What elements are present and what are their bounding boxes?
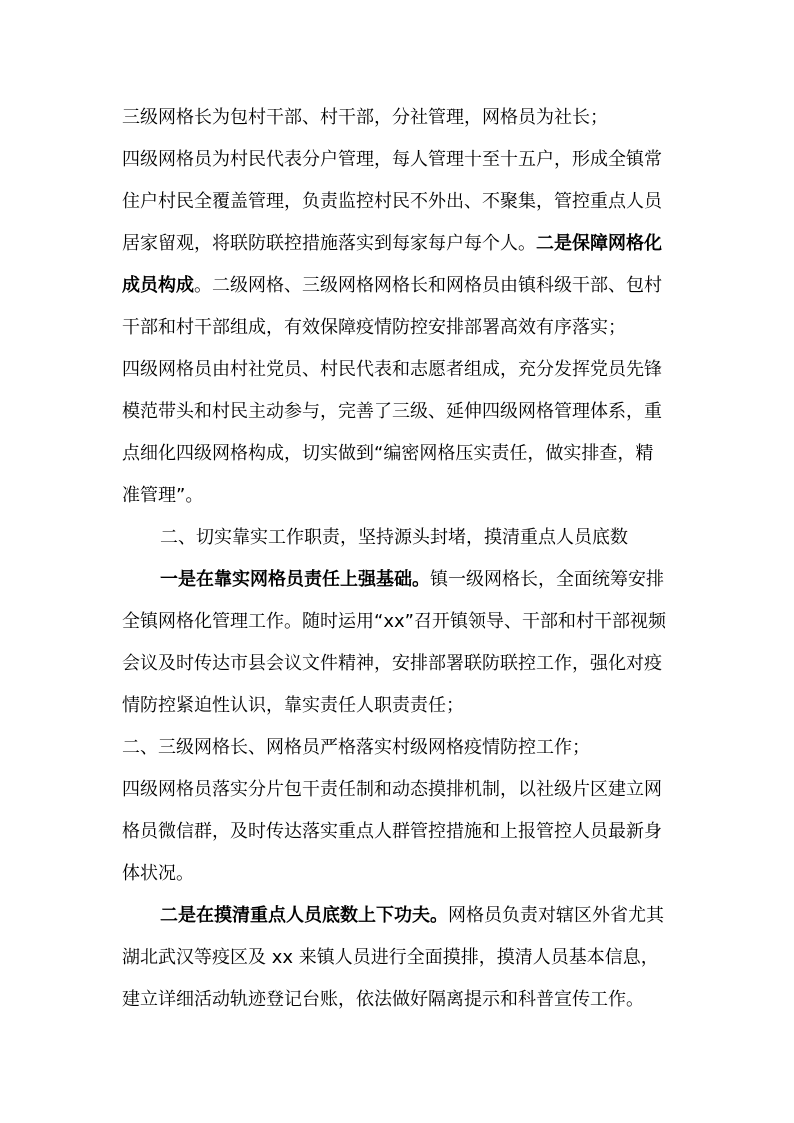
paragraph-line <box>160 904 664 928</box>
paragraph-line: 干部和村干部组成，有效保障疫情防控安排部署高效有序落实； <box>122 317 626 338</box>
paragraph-line: 会议及时传达市县会议文件精神，安排部署联防联控工作，强化对疫 <box>122 653 662 674</box>
section-heading: 二、切实靠实工作职责，坚持源头封堵，摸清重点人员底数 <box>160 527 628 548</box>
bold-lead-phrase: 二是在摸清重点人员底数上下功夫。 <box>160 905 448 926</box>
paragraph-line: 全镇网格化管理工作。随时运用“xx”召开镇领导、干部和村干部视频 <box>122 611 666 632</box>
paragraph-line: 格员微信群，及时传达落实重点人群管控措施和上报管控人员最新身 <box>122 821 662 842</box>
paragraph-line: 体状况。 <box>122 863 194 884</box>
paragraph-line: 二、三级网格长、网格员严格落实村级网格疫情防控工作； <box>122 737 590 758</box>
paragraph-text: 居家留观，将联防联控措施落实到每家每户每个人。 <box>122 233 536 254</box>
paragraph-line: 三级网格长为包村干部、村干部，分社管理，网格员为社长； <box>122 107 608 128</box>
bold-lead-phrase: 二是保障网格化 <box>536 233 662 254</box>
paragraph-line <box>122 232 662 256</box>
paragraph-text: 镇一级网格长，全面统筹安排 <box>430 569 664 590</box>
paragraph-line: 点细化四级网格构成，切实做到“编密网格压实责任，做实排查，精 <box>122 443 654 464</box>
paragraph-text: 。二级网格、三级网格网格长和网格员由镇科级干部、包村 <box>194 275 662 296</box>
paragraph-line: 准管理”。 <box>122 485 204 506</box>
paragraph-line: 四级网格员落实分片包干责任制和动态摸排机制，以社级片区建立网 <box>122 779 662 800</box>
paragraph-line: 情防控紧迫性认识，靠实责任人职责责任； <box>122 695 464 716</box>
paragraph-line: 住户村民全覆盖管理，负责监控村民不外出、不聚集，管控重点人员 <box>122 191 662 212</box>
paragraph-line <box>160 568 664 592</box>
paragraph-line: 四级网格员为村民代表分户管理，每人管理十至十五户，形成全镇常 <box>122 149 662 170</box>
bold-lead-phrase: 成员构成 <box>122 275 194 296</box>
paragraph-line <box>122 274 662 298</box>
paragraph-line: 四级网格员由村社党员、村民代表和志愿者组成，充分发挥党员先锋 <box>122 359 662 380</box>
bold-lead-phrase: 一是在靠实网格员责任上强基础。 <box>160 569 430 590</box>
paragraph-text: 网格员负责对辖区外省尤其 <box>448 905 664 926</box>
paragraph-line: 建立详细活动轨迹登记台账，依法做好隔离提示和科普宣传工作。 <box>122 989 644 1010</box>
paragraph-line: 湖北武汉等疫区及 xx 来镇人员进行全面摸排，摸清人员基本信息， <box>122 947 659 968</box>
paragraph-line: 模范带头和村民主动参与，完善了三级、延伸四级网格管理体系，重 <box>122 401 662 422</box>
